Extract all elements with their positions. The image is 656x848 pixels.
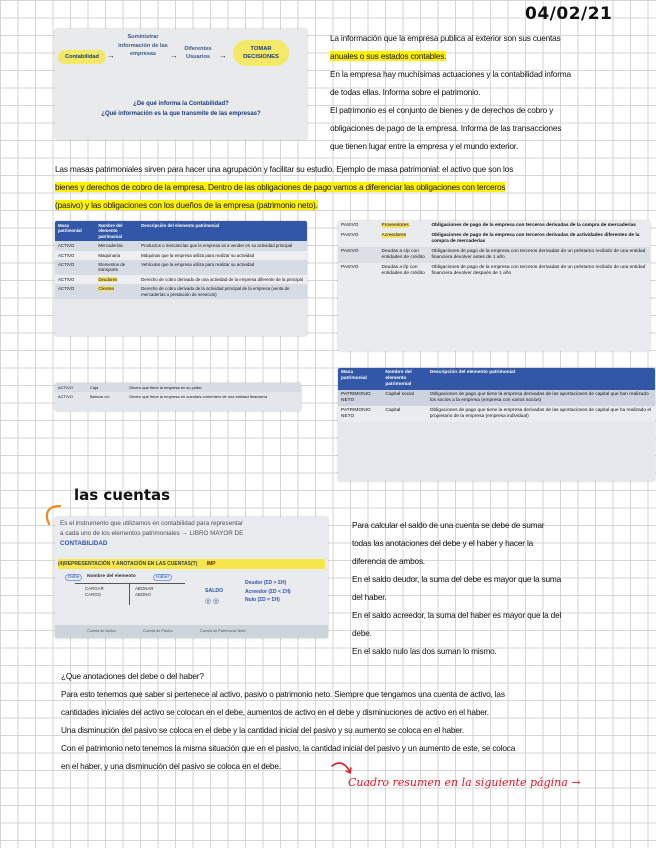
photo-table-activo-2 [55, 383, 301, 411]
acreedor-item: Acreedor (ΣD < ΣH) [245, 588, 291, 595]
final-line-5: Con el patrimonio neto tenemos la misma situación que en el pasivo, la cantidad inicial del pasivo y un aumento de este, se coloca [61, 743, 516, 753]
intro-line-3: En la empresa hay muchísimas actuaciones y la contabilidad informa [330, 69, 571, 79]
table-row: PATRIMONIO NETO Capital Obligaciones de pago que tiene la empresa derivadas de las aportaciones de capital que ha realizado el propietario de la empresa (empresa individual) [338, 406, 655, 422]
table-row: PASIVO Acreedores Obligaciones de pago de la empresa con terceros derivadas de actividades diferentes de la compra de mercaderías [341, 233, 640, 244]
header-nombre: Nombre del elemento patrimonial [98, 223, 123, 239]
intro-paragraph [330, 29, 648, 155]
header-descripcion: Descripción del elemento patrimonial [141, 223, 220, 228]
table-row: PASIVO Deudas a l/p con entidades de crédito Obligaciones de pago de la empresa con terceros derivadas de un préstamo recibido de una entidad financiera devolver después de 1 año [341, 265, 646, 276]
box-contabilidad: Contabilidad [58, 50, 106, 64]
final-line-3: cantidades iniciales del activo se colocan en el debe, aumentos de activo en el debe y disminuciones de activo en el haber. [61, 707, 489, 717]
saldo-line-1: Para calcular el saldo de una cuenta se debe de sumar [352, 520, 545, 530]
saldo-line-6: En el saldo acreedor, la suma del haber es mayor que la del [352, 610, 562, 620]
slide-footer [55, 625, 328, 638]
intro-line-1: La información que la empresa publica al exterior son sus cuentas [330, 33, 561, 43]
saldo-line-3: diferencia de ambos. [352, 556, 426, 566]
header-masa: Masa patrimonial [58, 223, 82, 234]
table-row: ACTIVO Clientes Derecho de cobro derivado de la actividad principal de la empresa (venta de mercaderías o prestación de servicios) [55, 284, 307, 299]
saldo-line-8: En el saldo nulo las dos suman lo mismo. [352, 646, 497, 656]
box-usuarios: Diferentes Usuarios [184, 46, 212, 60]
table-row: PATRIMONIO NETO Capital social Obligaciones de pago que tiene la empresa derivadas de las aportaciones de capital que han realizado los socios a la empresa (empresa con varios socios) [338, 390, 655, 406]
saldo-list [245, 579, 291, 605]
final-line-2: Para esto tenemos que saber si pertenece al activo, pasivo o patrimonio neto. Siempre que tengamos una cuenta de activo, las [61, 689, 505, 699]
cuentas-title: las cuentas [74, 486, 171, 504]
masas-line-1: Las masas patrimoniales sirven para hacer una agrupación y facilitar su estudio. Ejemplo de masa patrimonial: el activo que son los [55, 164, 514, 174]
table-row: ACTIVO Bancos c/c Dinero que tiene la empresa en cuenta/s corriente/s de una entidad financiera [58, 394, 268, 399]
footer-activo: Cuenta de Activo [87, 629, 116, 633]
table-row: PASIVO Deudas a c/p con entidades de crédito Obligaciones de pago de la empresa con terceros derivadas de un préstamo recibido de una entidad financiera devolver antes de 1 año [338, 247, 650, 263]
intro-line-5: El patrimonio es el conjunto de bienes y de derechos de cobro y [330, 105, 554, 115]
nombre-elemento: Nombre del elemento [87, 574, 136, 579]
photo-table-pn [338, 368, 655, 481]
photo-table-pasivo [338, 221, 650, 351]
intro-line-6: obligaciones de pago de la empresa. Informa de las transacciones [330, 123, 562, 133]
saldo-line-7: debe. [352, 628, 372, 638]
arrow-icon: → [219, 51, 227, 60]
table-row: ACTIVO Maquinaria Máquinas que la empresa utiliza para realizar su actividad [55, 251, 307, 260]
photo-contabilidad-diagram [55, 29, 307, 139]
t-account [65, 574, 195, 606]
saldo-circles-icon: ◎ ◎ [205, 598, 220, 605]
saldo-paragraph [352, 516, 647, 660]
deudor-item: Deudor (ΣD > ΣH) [245, 580, 287, 586]
arrow-icon: → [170, 51, 178, 60]
cargar-label: CARGAR CARGO [85, 586, 104, 597]
footer-pn: Cuenta de Patrimonio Neto [199, 629, 246, 633]
activo-table [55, 221, 307, 299]
slide-line-1: Es el instrumento que utilizamos en contabilidad para representar [60, 520, 244, 527]
saldo-label: SALDO [205, 588, 224, 594]
pasivo-table [338, 221, 650, 279]
activo-table-2 [55, 383, 301, 401]
photo-table-activo [55, 221, 307, 336]
saldo-line-2: todas las anotaciones del debe y el haber y hacer la [352, 538, 534, 548]
saldo-line-4: En el saldo deudor, la suma del debe es mayor que la suma [352, 574, 562, 584]
intro-line-7: que tienen lugar entre la empresa y el mundo exterior. [330, 141, 518, 151]
box-decisiones: TOMAR DECISIONES [233, 40, 289, 66]
t-vertical [129, 583, 130, 605]
intro-line-4: de todas ellas. Informa sobre el patrimonio. [330, 87, 481, 97]
debe-label: Debe [65, 574, 82, 581]
final-line-1: ¿Que anotaciones del debe o del haber? [61, 671, 204, 681]
masas-line-2: bienes y derechos de cobro de la empresa. Dentro de las obligaciones de pago vamos a diferenciar las obligaciones con terceros [55, 182, 506, 192]
date-heading: 04/02/21 [525, 4, 613, 24]
masas-paragraph [55, 160, 645, 214]
footer-pasivo: Cuenta de Pasivo [142, 629, 173, 633]
red-curve-arrow-icon [330, 760, 354, 776]
haber-label: Haber [153, 574, 172, 581]
abonar-label: ABONAR ABONO [135, 586, 154, 597]
saldo-line-5: del haber. [352, 592, 387, 602]
pn-table [338, 368, 655, 422]
slide-banner: (4)REPRESENTACIÓN Y ANOTACIÓN EN LAS CUENTAS(T) IMP [58, 559, 325, 569]
final-paragraph [61, 667, 646, 775]
intro-line-2: anuales o sus estados contables. [330, 51, 447, 61]
masas-line-3: (pasivo) y las obligaciones con los dueños de la empresa (patrimonio neto). [55, 200, 318, 210]
nulo-item: Nulo (ΣD = ΣH) [245, 597, 280, 603]
photo-cuentas-slide [55, 517, 328, 638]
t-horizontal [75, 583, 185, 584]
header-masa: Masa patrimonial [341, 370, 367, 381]
question-2: ¿Qué información es la que transmite de las empresas? [101, 111, 261, 117]
slide-line-3: CONTABILIDAD [60, 540, 108, 547]
header-descripcion: Descripción del elemento patrimonial [429, 370, 516, 375]
final-line-6: en el haber, y una disminución del pasivo se coloca en el debe. [61, 761, 281, 771]
table-row: ACTIVO Elementos de transporte Vehículos que la empresa utiliza para realizar su actividad [55, 260, 307, 275]
box-suministrar: Suministrar información de las empresas [118, 34, 168, 57]
final-line-4: Una disminución del pasivo se coloca en el debe y la cantidad inicial del pasivo y su aumento se coloca en el haber. [61, 725, 464, 735]
header-nombre: Nombre del elemento patrimonial [385, 370, 412, 387]
slide-line-2: a cada uno de los elementos patrimoniales → LIBRO MAYOR DE [60, 530, 244, 537]
table-row: ACTIVO Caja Dinero que tiene la empresa en su poder [55, 383, 301, 392]
table-row: ACTIVO Deudores Derecho de cobro derivado de una actividad de la empresa diferente de la principal [55, 275, 307, 284]
table-row: ACTIVO Mercaderías Productos o mercancías que la empresa va a vender en su actividad principal [55, 241, 307, 250]
table-row: PASIVO Proveedores Obligaciones de pago de la empresa con terceros derivadas de la compra de mercaderías [341, 223, 636, 228]
footer-note: Cuadro resumen en la siguiente página → [348, 776, 581, 789]
question-1: ¿De qué informa la Contabilidad? [133, 101, 229, 107]
arrow-icon: → [107, 51, 115, 60]
